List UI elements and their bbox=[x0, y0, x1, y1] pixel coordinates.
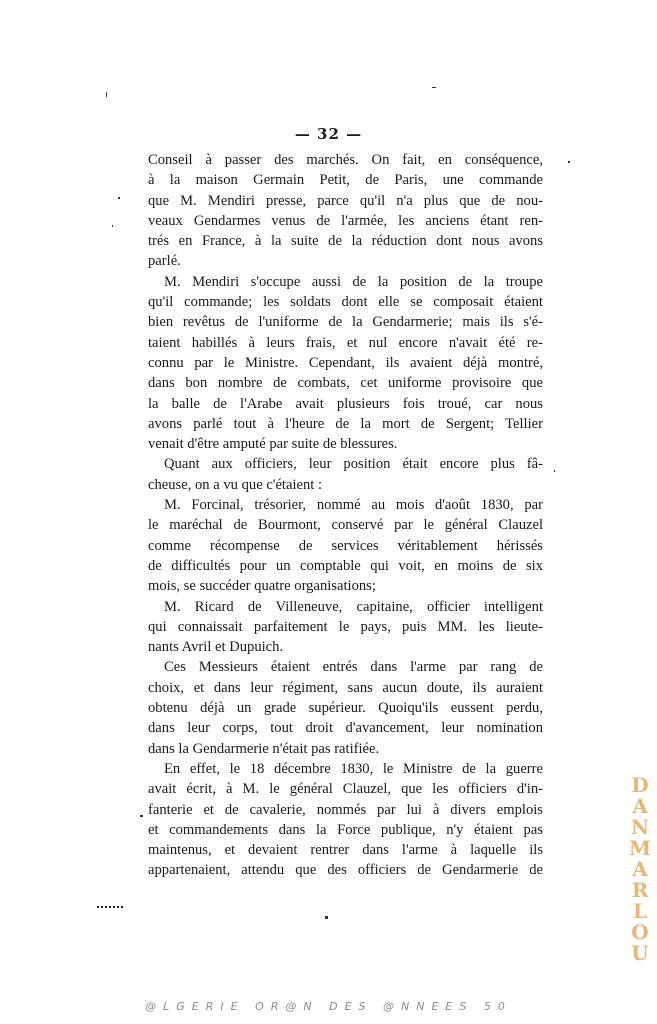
text-line: obtenu déjà un grade supérieur. Quoiqu'ils eussent perdu, bbox=[148, 700, 543, 717]
scan-speck bbox=[140, 815, 143, 817]
text-line: comme récompense de services véritablement hérissés bbox=[148, 537, 543, 554]
text-line: mois, se succéder quatre organisations; bbox=[148, 578, 376, 595]
side-watermark bbox=[628, 775, 652, 964]
text-line: Conseil à passer des marchés. On fait, en conséquence, bbox=[148, 152, 543, 168]
scan-speck bbox=[106, 92, 107, 97]
text-line: venait d'être amputé par suite de blessures. bbox=[148, 436, 398, 453]
text-line: appartenaient, attendu que des officiers de Gendarmerie de bbox=[148, 862, 543, 879]
text-line: avait écrit, à M. le général Clauzel, que les officiers d'in- bbox=[148, 781, 543, 798]
text-line: taient habillés à leurs frais, et nul encore n'avait été re- bbox=[148, 334, 543, 351]
scan-mark bbox=[97, 906, 123, 910]
text-line: maintenus, et devaient rentrer dans l'arme à laquelle ils bbox=[148, 842, 543, 859]
side-watermark-letter: N bbox=[630, 815, 650, 839]
scan-speck bbox=[554, 470, 555, 472]
text-line: que M. Mendiri presse, parce qu'il n'a plus que de nou- bbox=[148, 192, 543, 209]
scan-speck bbox=[432, 87, 436, 88]
body-text bbox=[148, 150, 543, 881]
side-watermark-letter: A bbox=[632, 794, 648, 818]
text-line: la balle de l'Arabe avait plusieurs fois troué, car nous bbox=[148, 395, 543, 412]
text-line: dans bon nombre de combats, cet uniforme provisoire que bbox=[148, 375, 543, 392]
text-line: M. Ricard de Villeneuve, capitaine, officier intelligent bbox=[164, 598, 543, 615]
text-line: bien revêtus de l'uniforme de la Gendarmerie; mais ils s'é- bbox=[148, 314, 543, 331]
text-line: et commandements dans la Force publique, n'y étaient pas bbox=[148, 821, 543, 838]
side-watermark-letter: U bbox=[631, 941, 649, 965]
text-line: choix, et dans leur régiment, sans aucun doute, ils auraient bbox=[148, 679, 543, 696]
text-line: de difficultés pour un comptable qui voit, en moins de six bbox=[148, 557, 543, 574]
text-line: fanterie et de cavalerie, nommés par lui à divers emplois bbox=[148, 801, 543, 818]
side-watermark-letter: D bbox=[631, 773, 649, 797]
text-line: trés en France, à la suite de la réduction dont nous avons bbox=[148, 233, 543, 250]
text-line: Ces Messieurs étaient entrés dans l'arme par rang de bbox=[164, 659, 543, 676]
text-line: connu par le Ministre. Cependant, ils avaient déjà montré, bbox=[148, 354, 543, 371]
text-line: parlé. bbox=[148, 253, 181, 270]
page-number: — 32 — bbox=[294, 125, 363, 143]
scan-speck bbox=[112, 225, 113, 227]
text-line: nants Avril et Dupuich. bbox=[148, 639, 284, 656]
text-line: avons parlé tout à l'heure de la mort de Sergent; Tellier bbox=[148, 415, 543, 432]
text-line: qu'il commande; les soldats dont elle se composait étaient bbox=[148, 294, 543, 311]
text-line: M. Mendiri s'occupe aussi de la position de la troupe bbox=[164, 273, 543, 290]
text-line: le maréchal de Bourmont, conservé par le général Clauzel bbox=[148, 517, 543, 534]
text-line: qui connaissait parfaitement le pays, puis MM. les lieute- bbox=[148, 618, 543, 635]
scan-speck bbox=[325, 916, 328, 919]
scan-speck bbox=[118, 197, 120, 199]
side-watermark-letter: L bbox=[632, 899, 648, 923]
text-line: dans la Gendarmerie n'était pas ratifiée. bbox=[148, 740, 380, 757]
footer-watermark: @LGERIE OR@N DES @NNEES 50 bbox=[145, 1000, 512, 1013]
side-watermark-letter: O bbox=[631, 920, 649, 944]
text-line: Quant aux officiers, leur position était encore plus fâ- bbox=[164, 456, 543, 473]
scan-speck bbox=[568, 161, 570, 163]
text-line: cheuse, on a vu que c'étaient : bbox=[148, 476, 323, 493]
text-line: à la maison Germain Petit, de Paris, une commande bbox=[148, 172, 543, 189]
text-line: M. Forcinal, trésorier, nommé au mois d'août 1830, par bbox=[164, 497, 543, 514]
side-watermark-letter: M bbox=[628, 836, 652, 860]
text-line: veaux Gendarmes venus de l'armée, les anciens étant ren- bbox=[148, 212, 543, 229]
side-watermark-letter: A bbox=[632, 857, 648, 881]
text-line: En effet, le 18 décembre 1830, le Ministre de la guerre bbox=[164, 760, 543, 777]
text-line: dans leur corps, tout droit d'avancement, leur nomination bbox=[148, 720, 543, 737]
side-watermark-letter: R bbox=[631, 878, 649, 902]
